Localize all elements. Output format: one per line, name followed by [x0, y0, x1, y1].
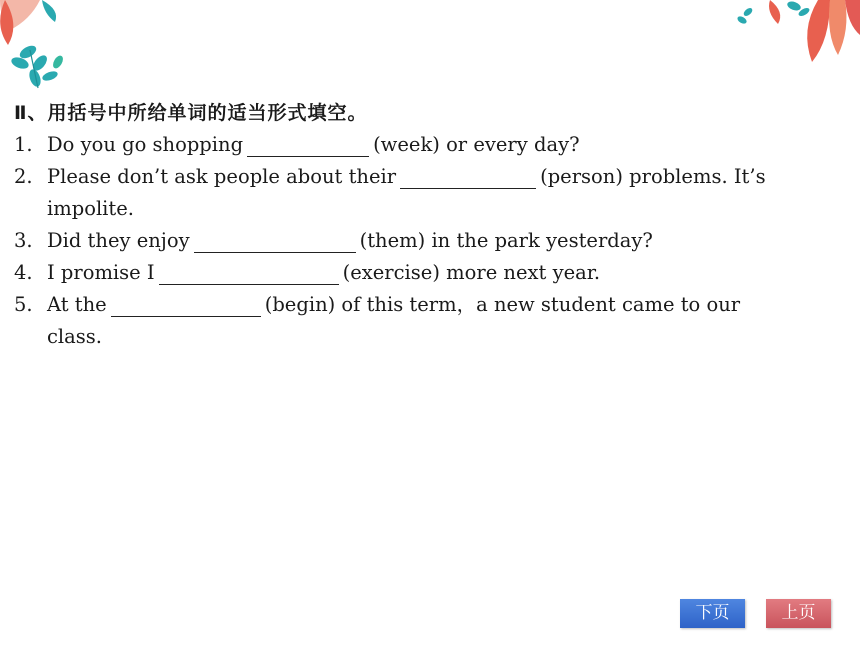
question-5 [14, 289, 824, 321]
answer-blank[interactable] [247, 134, 369, 157]
question-5-continuation: class. [47, 325, 102, 348]
question-2 [14, 161, 824, 193]
answer-blank[interactable] [111, 294, 261, 317]
question-text-before: At the [47, 293, 107, 316]
previous-page-button[interactable]: 上页 [766, 599, 831, 628]
question-text-after: (week) or every day? [373, 133, 580, 156]
question-text-before: I promise I [47, 261, 155, 284]
answer-blank[interactable] [400, 166, 536, 189]
leaf-decoration-right [730, 0, 860, 75]
question-number: 2. [14, 165, 33, 188]
question-text-after: (begin) of this term，a new student came to our [264, 293, 741, 316]
question-number: 3. [14, 229, 33, 252]
question-number: 4. [14, 261, 33, 284]
question-number: 5. [14, 293, 33, 316]
answer-blank[interactable] [194, 230, 356, 253]
question-2-continuation: impolite. [47, 197, 134, 220]
section-heading: Ⅱ、用括号中所给单词的适当形式填空。 [14, 102, 368, 124]
question-3 [14, 225, 824, 257]
question-text-before: Do you go shopping [47, 133, 244, 156]
question-1 [14, 129, 824, 161]
question-4 [14, 257, 824, 289]
question-text-after: (person) problems. It’s [540, 165, 766, 188]
question-text-before: Did they enjoy [47, 229, 190, 252]
answer-blank[interactable] [159, 262, 339, 285]
question-number: 1. [14, 133, 33, 156]
question-text-before: Please don’t ask people about their [47, 165, 397, 188]
next-page-button[interactable]: 下页 [680, 599, 745, 628]
question-text-after: (exercise) more next year. [342, 261, 601, 284]
question-text-after: (them) in the park yesterday? [359, 229, 653, 252]
leaf-decoration-left [0, 0, 90, 95]
